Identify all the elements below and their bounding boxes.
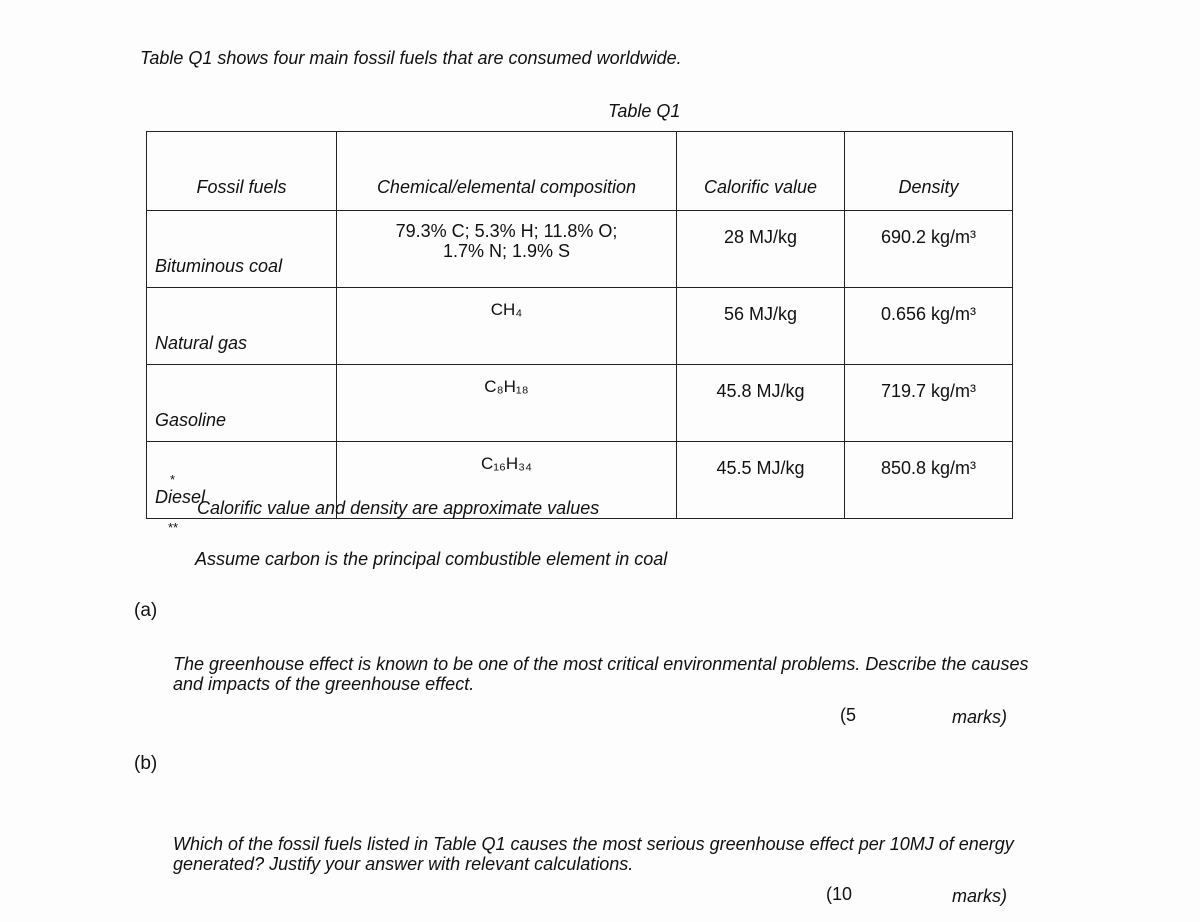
fuel-name: Natural gas [147,288,337,365]
table-row [147,288,1013,365]
table-row [147,365,1013,442]
density-value: 719.7 kg/m³ [845,365,1013,442]
fuel-name: Gasoline [147,365,337,442]
fossil-fuel-table [146,131,1013,519]
marks-number: (10 [826,884,853,904]
density-value: 690.2 kg/m³ [845,211,1013,288]
calorific-value: 45.8 MJ/kg [677,365,845,442]
marks-label: marks) [952,707,1007,727]
question-text: Which of the fossil fuels listed in Table Q1 causes the most serious greenhouse effect per 10MJ of energy generated? Justify your answer with relevant calculations. [173,834,1014,874]
marks-label: marks) [952,886,1007,906]
footnote-text: Assume carbon is the principal combustible element in coal [195,549,668,569]
table-caption: Table Q1 [608,101,681,121]
header-fossil-fuels: Fossil fuels [147,132,337,211]
question-label: (b) [134,753,158,774]
calorific-value: 45.5 MJ/kg [677,442,845,519]
table-header-row [147,132,1013,211]
composition-formula: C₁₆H₃₄ [337,442,677,519]
question-label: (a) [134,600,158,621]
header-calorific-value: Calorific value [677,132,845,211]
composition-line: 79.3% C; 5.3% H; 11.8% O; [395,221,618,241]
header-density: Density [845,132,1013,211]
footnote-marker: ** [168,520,179,535]
density-value: 0.656 kg/m³ [845,288,1013,365]
composition-formula: C₈H₁₈ [337,365,677,442]
table-row [147,211,1013,288]
footnote-text: Calorific value and density are approximate values [197,498,600,518]
composition-formula: CH₄ [337,288,677,365]
fuel-name: Bituminous coal [147,211,337,288]
composition-cell [337,211,677,288]
density-value: 850.8 kg/m³ [845,442,1013,519]
question-text: The greenhouse effect is known to be one of the most critical environmental problems. Describe the causes and impacts of the greenhouse effect. [173,654,1029,694]
footnote-marker: * [170,472,176,487]
fuel-name: Diesel [147,442,337,519]
marks-number: (5 [840,705,857,725]
calorific-value: 28 MJ/kg [677,211,845,288]
intro-text: Table Q1 shows four main fossil fuels that are consumed worldwide. [140,48,682,68]
header-composition: Chemical/elemental composition [337,132,677,211]
calorific-value: 56 MJ/kg [677,288,845,365]
composition-line: 1.7% N; 1.9% S [442,241,571,261]
